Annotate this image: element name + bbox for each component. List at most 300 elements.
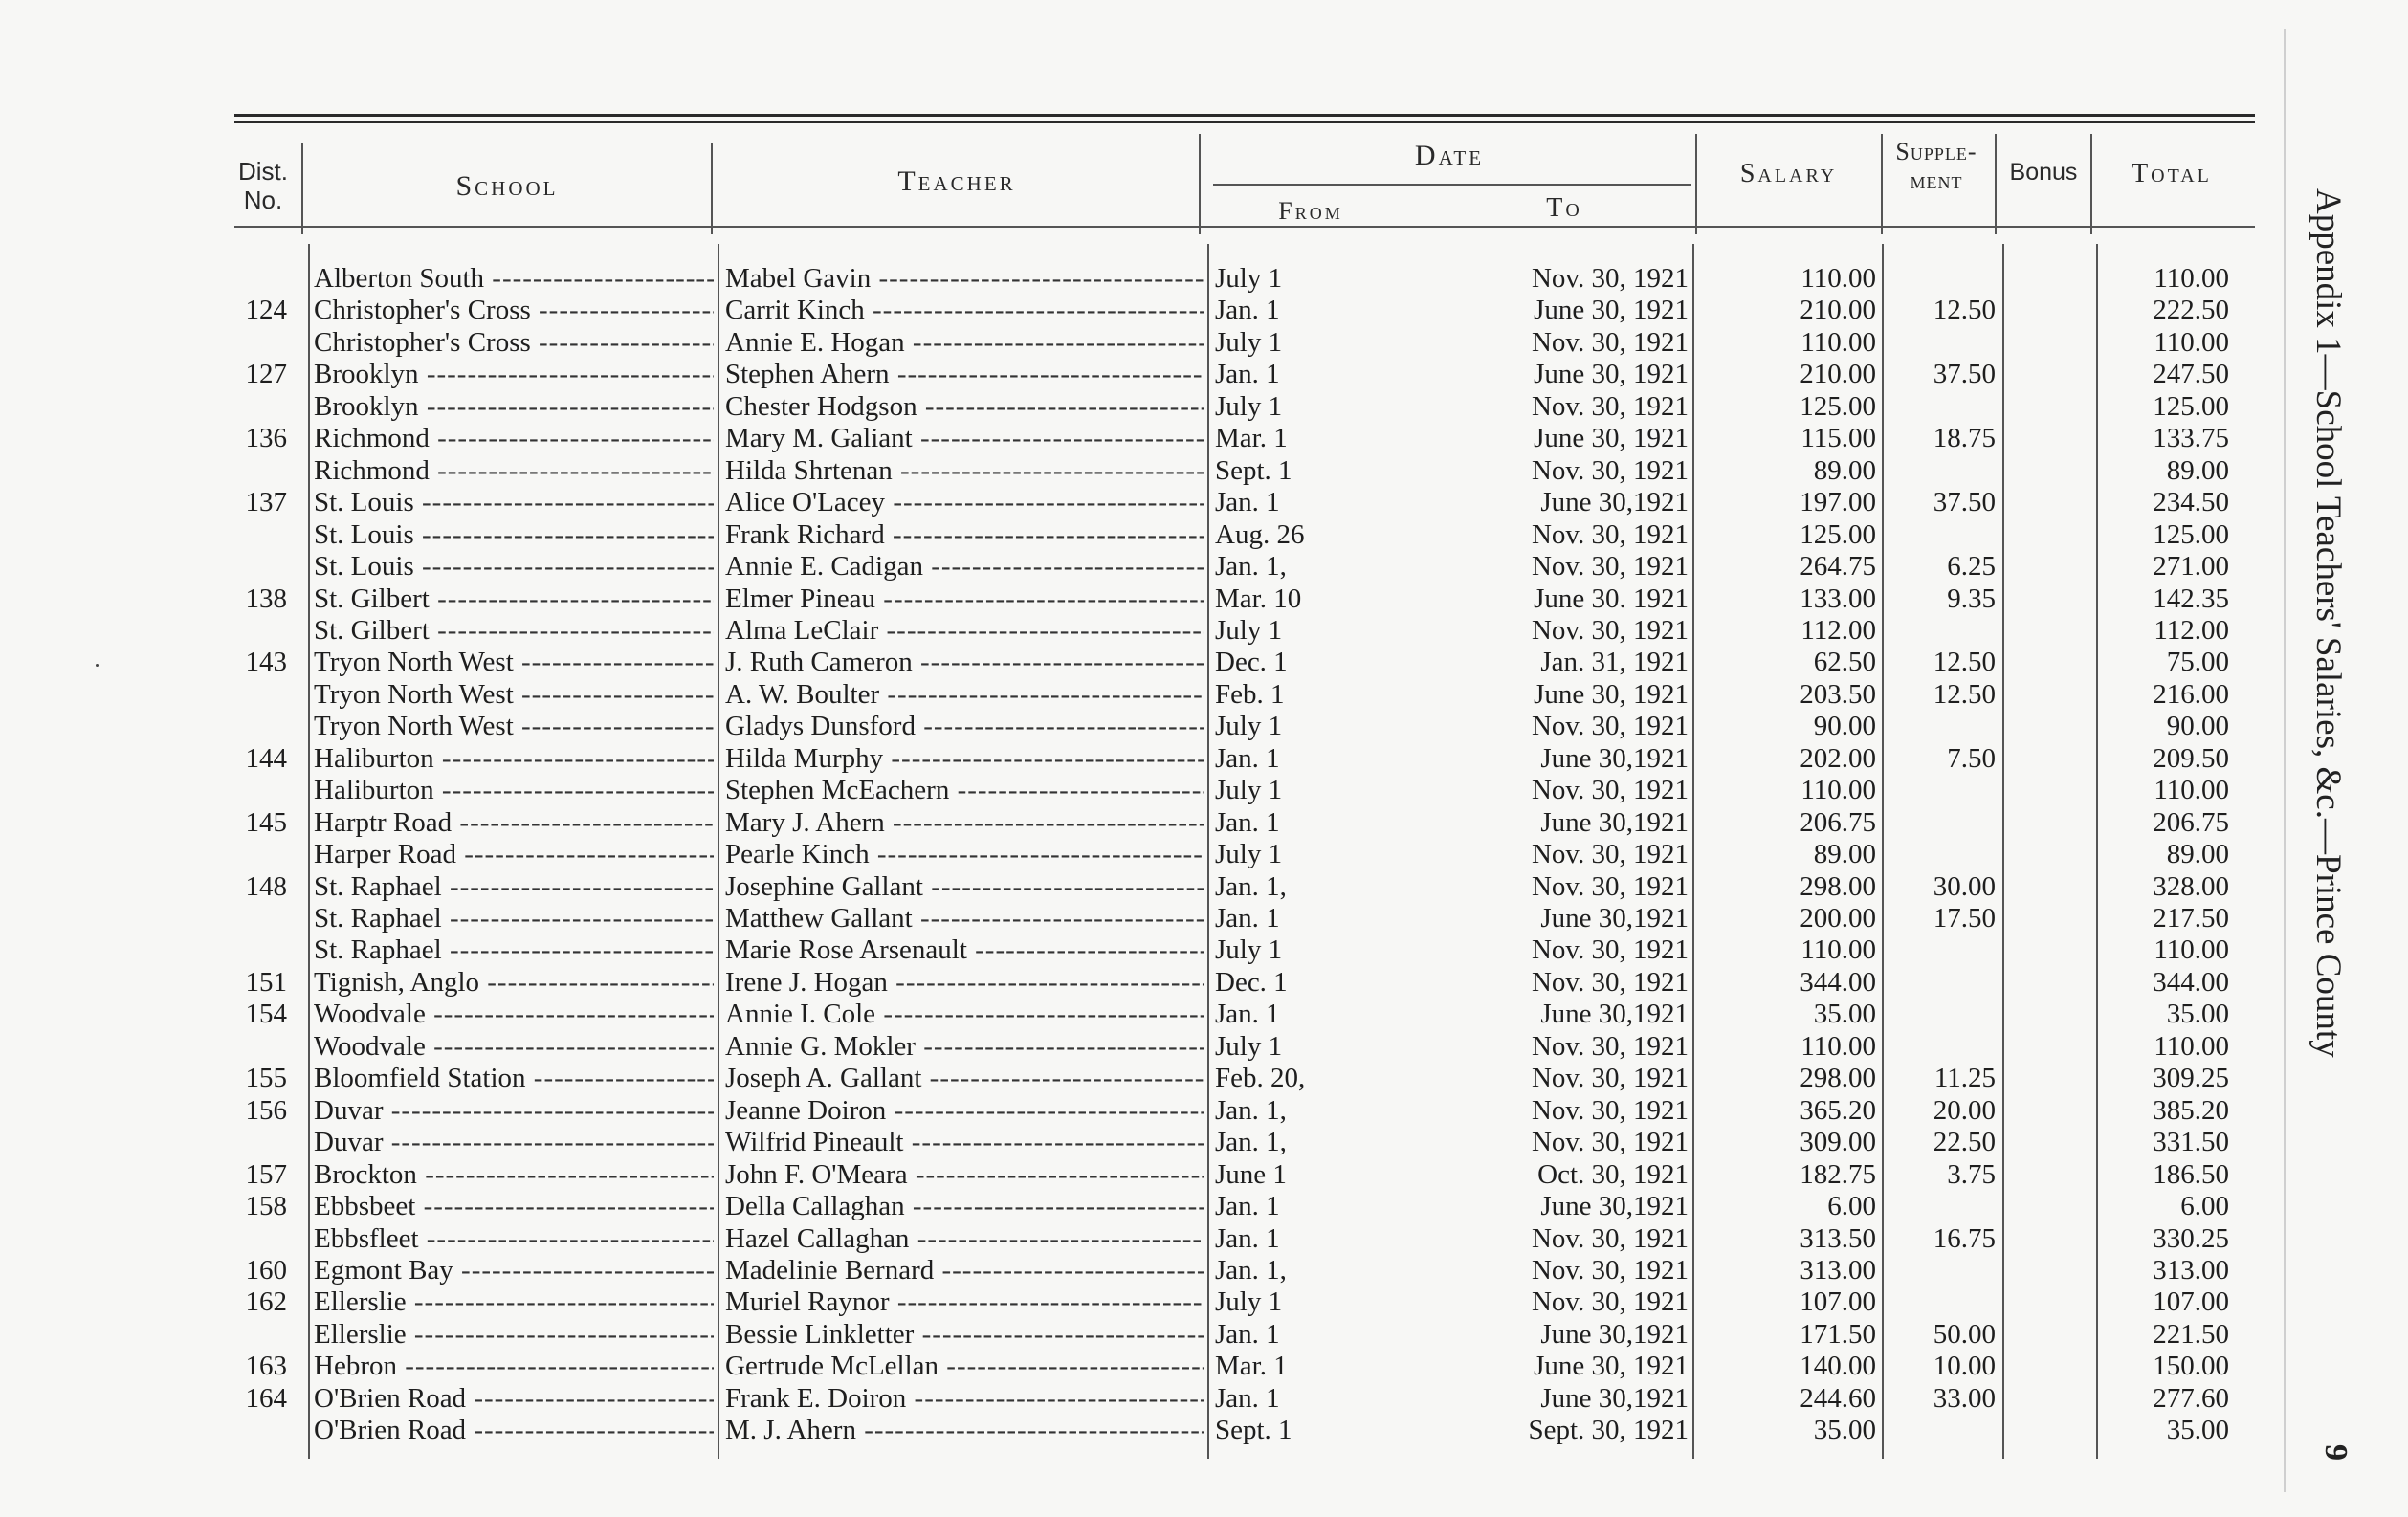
school-name-cell: Richmond -----: [314, 455, 714, 487]
table-row: [0, 934, 2277, 966]
salary-cell: 110.00: [1800, 263, 1876, 294]
dist-no-cell: 164: [245, 1382, 287, 1414]
teacher-name-cell: Gladys Dunsford -----: [725, 711, 1204, 742]
teacher-name-cell: Annie I. Cole -----: [725, 999, 1204, 1030]
total-cell: 6.00: [2180, 1191, 2229, 1222]
school-name-cell: Hebron -----: [314, 1351, 714, 1382]
school-name-cell: St. Raphael -----: [314, 871, 714, 903]
table-row: [0, 1319, 2277, 1351]
dist-no-cell: 154: [245, 999, 287, 1030]
date-from-cell: June 1: [1215, 1158, 1287, 1190]
dist-no-cell: 145: [245, 806, 287, 838]
salary-cell: 125.00: [1800, 518, 1876, 550]
col-divider-teacher: [1199, 134, 1201, 234]
teacher-name-cell: A. W. Boulter -----: [725, 679, 1204, 711]
teacher-name-cell: Pearle Kinch -----: [725, 839, 1204, 870]
teacher-name-cell: Mabel Gavin -----: [725, 263, 1204, 295]
teacher-name-cell: Annie E. Hogan -----: [725, 327, 1204, 359]
school-name-cell: Ellerslie -----: [314, 1286, 714, 1318]
table-row: [0, 295, 2277, 326]
date-to-cell: Nov. 30, 1921: [1531, 1094, 1689, 1126]
date-to-cell: June 30,1921: [1540, 1382, 1689, 1414]
date-to-cell: June 30,1921: [1540, 806, 1689, 838]
supplement-cell: 12.50: [1933, 647, 1996, 678]
col-divider-supplement: [1995, 134, 1997, 234]
table-row: [0, 839, 2277, 870]
date-to-cell: Oct. 30, 1921: [1537, 1158, 1689, 1190]
supplement-cell: 22.50: [1933, 1127, 1996, 1158]
salary-cell: 210.00: [1800, 359, 1876, 390]
salary-cell: 112.00: [1800, 614, 1876, 646]
school-name-cell: Christopher's Cross -----: [314, 327, 714, 359]
date-subrule: [1213, 184, 1691, 186]
salary-cell: 35.00: [1813, 1415, 1876, 1446]
teacher-name-cell: Frank E. Doiron -----: [725, 1383, 1204, 1415]
total-cell: 133.75: [2153, 423, 2229, 454]
total-cell: 125.00: [2153, 390, 2229, 422]
date-to-cell: Nov. 30, 1921: [1531, 839, 1689, 870]
table-row: [0, 615, 2277, 647]
school-name-cell: Bloomfield Station -----: [314, 1063, 714, 1094]
total-cell: 313.00: [2153, 1254, 2229, 1286]
date-to-cell: Nov. 30, 1921: [1531, 711, 1689, 742]
dist-no-cell: 148: [245, 870, 287, 902]
dist-no-cell: 156: [245, 1094, 287, 1126]
salary-cell: 115.00: [1800, 423, 1876, 454]
date-from-cell: Feb. 20,: [1215, 1063, 1306, 1094]
school-name-cell: St. Gilbert -----: [314, 615, 714, 647]
date-to-cell: Nov. 30, 1921: [1531, 614, 1689, 646]
date-to-cell: Nov. 30, 1921: [1531, 326, 1689, 358]
date-from-cell: Aug. 26: [1215, 518, 1305, 550]
table-row: [0, 967, 2277, 999]
dist-no-cell: 144: [245, 742, 287, 774]
teacher-name-cell: Hilda Murphy -----: [725, 743, 1204, 775]
date-from-cell: Jan. 1,: [1215, 870, 1287, 902]
total-cell: 331.50: [2153, 1127, 2229, 1158]
table-row: [0, 1127, 2277, 1158]
date-to-cell: Nov. 30, 1921: [1531, 966, 1689, 998]
school-name-cell: O'Brien Road -----: [314, 1415, 714, 1446]
top-rule: [234, 114, 2255, 117]
dist-no-cell: 158: [245, 1191, 287, 1222]
school-name-cell: Tryon North West -----: [314, 679, 714, 711]
supplement-cell: 18.75: [1933, 423, 1996, 454]
table-row: [0, 679, 2277, 711]
date-from-cell: Jan. 1: [1215, 1222, 1280, 1254]
salary-cell: 110.00: [1800, 775, 1876, 806]
date-from-cell: Jan. 1,: [1215, 551, 1287, 583]
teacher-name-cell: Marie Rose Arsenault -----: [725, 934, 1204, 966]
header-school: School: [455, 170, 559, 202]
total-cell: 216.00: [2153, 678, 2229, 710]
teacher-name-cell: Irene J. Hogan -----: [725, 967, 1204, 999]
teacher-name-cell: Hilda Shrtenan -----: [725, 455, 1204, 487]
date-from-cell: Jan. 1: [1215, 999, 1280, 1030]
page-number: 9: [2318, 1444, 2353, 1461]
school-name-cell: Tryon North West -----: [314, 647, 714, 678]
salary-cell: 110.00: [1800, 1030, 1876, 1062]
header-dist-line1: Dist.: [238, 157, 288, 186]
dist-no-cell: 162: [245, 1286, 287, 1318]
table-row: [0, 903, 2277, 934]
date-from-cell: Jan. 1: [1215, 487, 1280, 518]
table-row: [0, 551, 2277, 583]
salary-cell: 110.00: [1800, 326, 1876, 358]
total-cell: 150.00: [2153, 1351, 2229, 1382]
col-divider-school: [711, 143, 713, 234]
salary-cell: 264.75: [1800, 551, 1876, 583]
header-supplement-line2: ment: [1910, 165, 1963, 194]
school-name-cell: O'Brien Road -----: [314, 1383, 714, 1415]
supplement-cell: 12.50: [1933, 295, 1996, 326]
school-name-cell: Woodvale -----: [314, 1031, 714, 1063]
school-name-cell: Egmont Bay -----: [314, 1255, 714, 1286]
date-to-cell: Nov. 30, 1921: [1531, 454, 1689, 486]
salary-cell: 6.00: [1827, 1191, 1876, 1222]
col-divider-bonus: [2090, 134, 2092, 234]
date-from-cell: July 1: [1215, 839, 1283, 870]
salary-cell: 365.20: [1800, 1094, 1876, 1126]
date-to-cell: Nov. 30, 1921: [1531, 1254, 1689, 1286]
dist-no-cell: 138: [245, 583, 287, 614]
salary-cell: 210.00: [1800, 295, 1876, 326]
date-to-cell: June 30, 1921: [1534, 423, 1689, 454]
date-to-cell: June 30, 1921: [1534, 678, 1689, 710]
total-cell: 206.75: [2153, 806, 2229, 838]
table-row: [0, 263, 2277, 295]
teacher-name-cell: Wilfrid Pineault -----: [725, 1127, 1204, 1158]
date-from-cell: Jan. 1: [1215, 1318, 1280, 1350]
date-from-cell: Jan. 1: [1215, 742, 1280, 774]
table-row: [0, 1351, 2277, 1382]
teacher-name-cell: Alma LeClair -----: [725, 615, 1204, 647]
teacher-name-cell: Gertrude McLellan -----: [725, 1351, 1204, 1382]
total-cell: 142.35: [2153, 583, 2229, 614]
date-from-cell: Jan. 1,: [1215, 1127, 1287, 1158]
supplement-cell: 20.00: [1933, 1094, 1996, 1126]
school-name-cell: Brooklyn -----: [314, 359, 714, 390]
salary-cell: 182.75: [1800, 1158, 1876, 1190]
date-to-cell: Nov. 30, 1921: [1531, 1222, 1689, 1254]
school-name-cell: Haliburton -----: [314, 743, 714, 775]
date-from-cell: Sept. 1: [1215, 1415, 1292, 1446]
total-cell: 110.00: [2154, 263, 2229, 294]
supplement-cell: 30.00: [1933, 870, 1996, 902]
teacher-name-cell: Madelinie Bernard -----: [725, 1255, 1204, 1286]
date-to-cell: June 30, 1921: [1534, 295, 1689, 326]
dist-no-cell: 137: [245, 487, 287, 518]
supplement-cell: 17.50: [1933, 903, 1996, 934]
date-to-cell: Nov. 30, 1921: [1531, 390, 1689, 422]
table-row: [0, 487, 2277, 518]
school-name-cell: St. Louis -----: [314, 487, 714, 518]
teacher-name-cell: Josephine Gallant -----: [725, 871, 1204, 903]
salary-cell: 125.00: [1800, 390, 1876, 422]
header-date: Date: [1414, 140, 1485, 171]
date-to-cell: Nov. 30, 1921: [1531, 775, 1689, 806]
date-from-cell: July 1: [1215, 934, 1283, 966]
school-name-cell: St. Louis -----: [314, 519, 714, 551]
teacher-name-cell: Jeanne Doiron -----: [725, 1095, 1204, 1127]
teacher-name-cell: M. J. Ahern -----: [725, 1415, 1204, 1446]
total-cell: 221.50: [2153, 1318, 2229, 1350]
date-to-cell: June 30,1921: [1540, 903, 1689, 934]
teacher-name-cell: Della Callaghan -----: [725, 1191, 1204, 1222]
table-row: [0, 1063, 2277, 1094]
total-cell: 125.00: [2153, 518, 2229, 550]
school-name-cell: Duvar -----: [314, 1127, 714, 1158]
col-divider-date: [1695, 134, 1697, 234]
school-name-cell: Haliburton -----: [314, 775, 714, 806]
date-from-cell: Sept. 1: [1215, 454, 1292, 486]
date-to-cell: Nov. 30, 1921: [1531, 518, 1689, 550]
teacher-name-cell: Annie E. Cadigan -----: [725, 551, 1204, 583]
total-cell: 344.00: [2153, 966, 2229, 998]
table-row: [0, 1383, 2277, 1415]
date-from-cell: July 1: [1215, 775, 1283, 806]
header-supplement-line1: Supple-: [1895, 138, 1977, 165]
school-name-cell: Tryon North West -----: [314, 711, 714, 742]
date-from-cell: Jan. 1: [1215, 1382, 1280, 1414]
date-to-cell: June 30, 1921: [1534, 1351, 1689, 1382]
date-to-cell: Nov. 30, 1921: [1531, 934, 1689, 966]
total-cell: 89.00: [2166, 839, 2229, 870]
total-cell: 110.00: [2154, 775, 2229, 806]
salary-cell: 35.00: [1813, 999, 1876, 1030]
date-to-cell: June 30. 1921: [1534, 583, 1689, 614]
school-name-cell: Alberton South -----: [314, 263, 714, 295]
date-from-cell: July 1: [1215, 1030, 1283, 1062]
teacher-name-cell: Stephen Ahern -----: [725, 359, 1204, 390]
date-from-cell: Jan. 1: [1215, 806, 1280, 838]
supplement-cell: 16.75: [1933, 1222, 1996, 1254]
table-row: [0, 647, 2277, 678]
date-to-cell: June 30,1921: [1540, 1318, 1689, 1350]
col-divider-salary: [1881, 134, 1883, 234]
header-teacher: Teacher: [897, 165, 1016, 197]
table-row: [0, 359, 2277, 390]
teacher-name-cell: Elmer Pineau -----: [725, 583, 1204, 615]
salary-cell: 202.00: [1800, 742, 1876, 774]
header-dist-line2: No.: [243, 185, 283, 214]
school-name-cell: Harptr Road -----: [314, 807, 714, 839]
date-from-cell: Jan. 1: [1215, 903, 1280, 934]
date-from-cell: Mar. 1: [1215, 423, 1288, 454]
total-cell: 330.25: [2153, 1222, 2229, 1254]
date-from-cell: July 1: [1215, 1286, 1283, 1318]
salary-cell: 90.00: [1813, 711, 1876, 742]
dist-no-cell: 160: [245, 1254, 287, 1286]
teacher-name-cell: Mary J. Ahern -----: [725, 807, 1204, 839]
total-cell: 107.00: [2153, 1286, 2229, 1318]
school-name-cell: Harper Road -----: [314, 839, 714, 870]
school-name-cell: Brockton -----: [314, 1159, 714, 1191]
header-from: From: [1278, 197, 1343, 225]
salary-cell: 206.75: [1800, 806, 1876, 838]
teacher-name-cell: Annie G. Mokler -----: [725, 1031, 1204, 1063]
table-row: [0, 1159, 2277, 1191]
table-row: [0, 391, 2277, 423]
supplement-cell: 6.25: [1947, 551, 1996, 583]
date-from-cell: Feb. 1: [1215, 678, 1285, 710]
date-to-cell: Nov. 30, 1921: [1531, 551, 1689, 583]
table-row: [0, 423, 2277, 454]
total-cell: 209.50: [2153, 742, 2229, 774]
supplement-cell: 10.00: [1933, 1351, 1996, 1382]
date-from-cell: July 1: [1215, 614, 1283, 646]
teacher-name-cell: Joseph A. Gallant -----: [725, 1063, 1204, 1094]
dist-no-cell: 127: [245, 359, 287, 390]
salary-cell: 344.00: [1800, 966, 1876, 998]
page-edge-line: [2284, 29, 2286, 1492]
total-cell: 110.00: [2154, 934, 2229, 966]
table-row: [0, 519, 2277, 551]
teacher-name-cell: Stephen McEachern -----: [725, 775, 1204, 806]
school-name-cell: St. Raphael -----: [314, 903, 714, 934]
date-from-cell: Dec. 1: [1215, 966, 1288, 998]
salary-cell: 89.00: [1813, 454, 1876, 486]
school-name-cell: Richmond -----: [314, 423, 714, 454]
school-name-cell: Ellerslie -----: [314, 1319, 714, 1351]
total-cell: 35.00: [2166, 999, 2229, 1030]
table-row: [0, 583, 2277, 615]
header-salary: Salary: [1739, 159, 1838, 188]
salary-cell: 309.00: [1800, 1127, 1876, 1158]
salary-cell: 298.00: [1800, 870, 1876, 902]
salary-cell: 140.00: [1800, 1351, 1876, 1382]
supplement-cell: 37.50: [1933, 359, 1996, 390]
date-to-cell: Nov. 30, 1921: [1531, 1286, 1689, 1318]
table-row: [0, 1255, 2277, 1286]
date-from-cell: Jan. 1: [1215, 1191, 1280, 1222]
supplement-cell: 33.00: [1933, 1382, 1996, 1414]
date-to-cell: Nov. 30, 1921: [1531, 870, 1689, 902]
top-rule-thin: [234, 121, 2255, 123]
school-name-cell: St. Louis -----: [314, 551, 714, 583]
dist-no-cell: 136: [245, 423, 287, 454]
school-name-cell: Woodvale -----: [314, 999, 714, 1030]
date-from-cell: Jan. 1,: [1215, 1254, 1287, 1286]
salary-cell: 171.50: [1800, 1318, 1876, 1350]
salary-cell: 133.00: [1800, 583, 1876, 614]
header-total: Total: [2132, 159, 2212, 188]
salary-cell: 62.50: [1813, 647, 1876, 678]
school-name-cell: Brooklyn -----: [314, 391, 714, 423]
teacher-name-cell: J. Ruth Cameron -----: [725, 647, 1204, 678]
dist-no-cell: 155: [245, 1063, 287, 1094]
teacher-name-cell: Carrit Kinch -----: [725, 295, 1204, 326]
date-from-cell: July 1: [1215, 326, 1283, 358]
table-row: [0, 871, 2277, 903]
school-name-cell: Ebbsfleet -----: [314, 1223, 714, 1255]
supplement-cell: 37.50: [1933, 487, 1996, 518]
supplement-cell: 3.75: [1947, 1158, 1996, 1190]
table-row: [0, 455, 2277, 487]
total-cell: 35.00: [2166, 1415, 2229, 1446]
table-row: [0, 1031, 2277, 1063]
total-cell: 247.50: [2153, 359, 2229, 390]
supplement-cell: 9.35: [1947, 583, 1996, 614]
date-to-cell: June 30,1921: [1540, 1191, 1689, 1222]
table-row: [0, 1223, 2277, 1255]
salary-cell: 107.00: [1800, 1286, 1876, 1318]
date-to-cell: Jan. 31, 1921: [1540, 647, 1689, 678]
total-cell: 328.00: [2153, 870, 2229, 902]
total-cell: 234.50: [2153, 487, 2229, 518]
dist-no-cell: 143: [245, 647, 287, 678]
dist-no-cell: 151: [245, 966, 287, 998]
date-to-cell: June 30,1921: [1540, 742, 1689, 774]
date-to-cell: June 30,1921: [1540, 999, 1689, 1030]
table-row: [0, 327, 2277, 359]
date-from-cell: Mar. 10: [1215, 583, 1302, 614]
teacher-name-cell: Hazel Callaghan -----: [725, 1223, 1204, 1255]
dist-no-cell: 157: [245, 1158, 287, 1190]
date-from-cell: July 1: [1215, 390, 1283, 422]
date-from-cell: Mar. 1: [1215, 1351, 1288, 1382]
side-title: Appendix 1—School Teachers' Salaries, &c.—Prince County: [2309, 188, 2348, 1058]
salary-cell: 200.00: [1800, 903, 1876, 934]
teacher-name-cell: Muriel Raynor -----: [725, 1286, 1204, 1318]
teacher-name-cell: John F. O'Meara -----: [725, 1159, 1204, 1191]
date-from-cell: July 1: [1215, 711, 1283, 742]
table-row: [0, 711, 2277, 742]
school-name-cell: Ebbsbeet -----: [314, 1191, 714, 1222]
header-supplement: [1883, 138, 1990, 195]
table-row: [0, 1286, 2277, 1318]
supplement-cell: 12.50: [1933, 678, 1996, 710]
salary-cell: 110.00: [1800, 934, 1876, 966]
table-row: [0, 999, 2277, 1030]
header-bottom-rule: [234, 226, 2255, 228]
date-to-cell: Nov. 30, 1921: [1531, 263, 1689, 294]
header-to: To: [1546, 193, 1582, 223]
table-row: [0, 775, 2277, 806]
dist-no-cell: 163: [245, 1351, 287, 1382]
table-row: [0, 1415, 2277, 1446]
salary-cell: 89.00: [1813, 839, 1876, 870]
date-to-cell: Sept. 30, 1921: [1528, 1415, 1689, 1446]
date-to-cell: June 30, 1921: [1534, 359, 1689, 390]
salary-cell: 244.60: [1800, 1382, 1876, 1414]
teacher-name-cell: Chester Hodgson -----: [725, 391, 1204, 423]
total-cell: 222.50: [2153, 295, 2229, 326]
teacher-name-cell: Matthew Gallant -----: [725, 903, 1204, 934]
salary-cell: 298.00: [1800, 1063, 1876, 1094]
total-cell: 90.00: [2166, 711, 2229, 742]
supplement-cell: 50.00: [1933, 1318, 1996, 1350]
header-bonus: Bonus: [2009, 159, 2078, 186]
teacher-name-cell: Frank Richard -----: [725, 519, 1204, 551]
supplement-cell: 7.50: [1947, 742, 1996, 774]
date-to-cell: Nov. 30, 1921: [1531, 1127, 1689, 1158]
teacher-name-cell: Mary M. Galiant -----: [725, 423, 1204, 454]
school-name-cell: St. Raphael -----: [314, 934, 714, 966]
dist-no-cell: 124: [245, 295, 287, 326]
table-row: [0, 807, 2277, 839]
header-dist: [234, 158, 292, 215]
school-name-cell: Duvar -----: [314, 1095, 714, 1127]
table-row: [0, 1191, 2277, 1222]
teacher-name-cell: Bessie Linkletter -----: [725, 1319, 1204, 1351]
school-name-cell: Tignish, Anglo -----: [314, 967, 714, 999]
salary-cell: 313.50: [1800, 1222, 1876, 1254]
total-cell: 110.00: [2154, 326, 2229, 358]
salary-cell: 197.00: [1800, 487, 1876, 518]
date-from-cell: Jan. 1,: [1215, 1094, 1287, 1126]
total-cell: 271.00: [2153, 551, 2229, 583]
